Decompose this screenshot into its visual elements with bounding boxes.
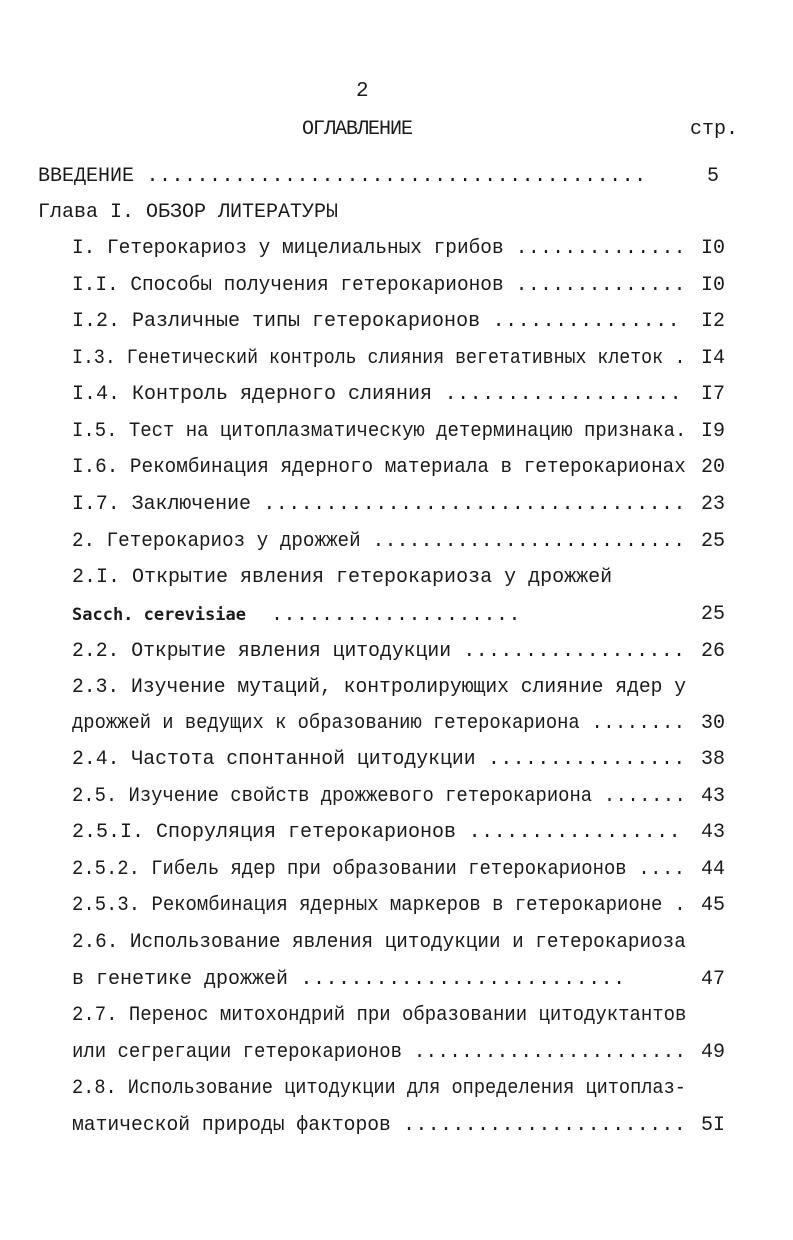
- toc-entry: [72, 894, 686, 918]
- toc-page-number: 45: [700, 894, 725, 917]
- toc-entry-title: I.I. Способы получения гетерокарионов: [72, 274, 504, 297]
- toc-entry: [72, 603, 521, 628]
- toc-entry: [72, 785, 686, 809]
- toc-entry-title: 2. Гетерокариоз у дрожжей: [72, 530, 361, 553]
- toc-entry: [72, 968, 626, 992]
- toc-entry: [72, 712, 685, 736]
- toc-entry-title: 2.2. Открытие явления цитодукции: [72, 640, 452, 663]
- toc-entry: [72, 821, 681, 845]
- toc-entry-title: 2.3. Изучение мутаций, контролирующих слияние ядер у: [72, 676, 687, 699]
- toc-entry: [72, 566, 612, 590]
- toc-entry-title: 2.6. Использование явления цитодукции и гетерокариоза: [72, 931, 686, 954]
- toc-entry-title: 2.4. Частота спонтанной цитодукции: [72, 748, 476, 771]
- toc-entry-title: дрожжей и ведущих к образованию гетерокариона: [72, 712, 580, 735]
- toc-entry-title: 2.5.2. Гибель ядер при образовании гетерокарионов: [72, 858, 627, 881]
- toc-leader-dots: ....: [626, 858, 686, 881]
- toc-leader-dots: ..................: [451, 640, 686, 663]
- toc-leader-dots: ..............: [503, 274, 686, 297]
- toc-page-number: 38: [700, 748, 725, 771]
- toc-leader-dots: .......................: [401, 1041, 687, 1064]
- toc-entry: [72, 858, 686, 882]
- toc-entry: [38, 165, 647, 189]
- toc-leader-dots: .: [662, 894, 687, 917]
- toc-entry: [72, 1077, 686, 1101]
- toc-leader-dots: ...............: [480, 310, 681, 333]
- toc-entry: [72, 931, 686, 955]
- toc-leader-dots: ........................................: [134, 165, 647, 188]
- toc-entry-title: Глава I. ОБЗОР ЛИТЕРАТУРЫ: [38, 201, 339, 224]
- toc-entry: [72, 1004, 686, 1028]
- toc-leader-dots: ...................: [432, 383, 683, 406]
- toc-entry: [72, 493, 686, 517]
- toc-page-number: 26: [700, 640, 725, 663]
- toc-page-number: 20: [700, 456, 725, 479]
- toc-entry: [72, 1041, 686, 1065]
- toc-entry-title: или сегрегации гетерокарионов: [72, 1041, 402, 1064]
- toc-entry-title: I.2. Различные типы гетерокарионов: [72, 310, 481, 333]
- toc-entry: [72, 640, 686, 664]
- toc-page-number: 25: [700, 530, 725, 553]
- toc-page-number: I7: [700, 383, 725, 406]
- toc-page-number: 44: [700, 858, 725, 881]
- toc-entry: [72, 530, 685, 554]
- toc-entry: [72, 1114, 686, 1138]
- toc-page-number: 47: [700, 968, 725, 991]
- toc-entry: [72, 274, 686, 298]
- toc-page-number: 25: [700, 603, 725, 626]
- toc-entry-title: I.5. Тест на цитоплазматическую детерминацию признака.: [72, 420, 687, 443]
- toc-entry-title: 2.8. Использование цитодукции для определения цитоплаз-: [72, 1077, 686, 1100]
- toc-entry: [72, 676, 686, 700]
- toc-leader-dots: .................: [456, 821, 682, 844]
- toc-entry-title: I. Гетерокариоз у мицелиальных грибов: [72, 237, 504, 260]
- toc-entry-title: 2.5.I. Споруляция гетерокарионов: [72, 821, 457, 844]
- toc-page-number: 5I: [700, 1114, 725, 1137]
- toc-page-number: I4: [700, 347, 725, 370]
- toc-entry: [72, 310, 680, 334]
- toc-leader-dots: ..........................: [360, 530, 686, 553]
- toc-page-number: 49: [700, 1041, 725, 1064]
- toc-entry: [72, 347, 686, 371]
- toc-entry-title: ВВЕДЕНИЕ: [38, 165, 135, 188]
- toc-page-number: 43: [700, 785, 725, 808]
- toc-entry: [72, 748, 686, 772]
- toc-page-number: I2: [700, 310, 725, 333]
- toc-entry-title: I.6. Рекомбинация ядерного материала в гетерокарионах: [72, 456, 686, 479]
- toc-entry-title: I.7. Заключение: [72, 493, 251, 516]
- toc-entry-title: I.3. Генетический контроль слияния вегетативных клеток: [72, 347, 664, 370]
- toc-page-number: I0: [700, 274, 725, 297]
- toc-leader-dots: ..........................: [288, 968, 626, 991]
- toc-leader-dots: .......................: [390, 1114, 687, 1137]
- toc-entry: [72, 383, 682, 407]
- toc-page-number: 30: [700, 712, 725, 735]
- toc-entry: [72, 237, 686, 261]
- toc-entry-title: 2.5.3. Рекомбинация ядерных маркеров в гетерокарионе: [72, 894, 663, 917]
- toc-page-number: I0: [700, 237, 725, 260]
- toc-leader-dots: .......: [592, 785, 687, 808]
- page-column-label: стр.: [690, 118, 739, 141]
- toc-leader-dots: ..............: [503, 237, 686, 260]
- toc-leader-dots: ........: [579, 712, 686, 735]
- toc-entry-title: 2.5. Изучение свойств дрожжевого гетерокариона: [72, 785, 593, 808]
- toc-entry-title: Sacch. cerevisiae: [72, 605, 246, 625]
- toc-entry-title: в генетике дрожжей: [72, 968, 289, 991]
- toc-leader-dots: .: [663, 347, 686, 370]
- toc-entry: [72, 456, 686, 480]
- toc-leader-dots: ................: [475, 748, 686, 771]
- toc-heading: ОГЛАВЛЕНИЕ: [302, 118, 413, 141]
- toc-entry: [38, 201, 338, 225]
- toc-leader-dots: ..................................: [250, 493, 686, 516]
- page-number: 2: [356, 80, 369, 103]
- toc-entry-title: 2.I. Открытие явления гетерокариоза у дрожжей: [72, 566, 613, 589]
- toc-entry-title: I.4. Контроль ядерного слияния: [72, 383, 433, 406]
- toc-entry: [72, 420, 686, 444]
- toc-page-number: 43: [700, 821, 725, 844]
- toc-leader-dots: ....................: [246, 604, 522, 627]
- toc-page-number: 23: [700, 493, 725, 516]
- toc-entry-title: 2.7. Перенос митохондрий при образовании цитодуктантов: [72, 1004, 687, 1027]
- toc-page-number: 5: [706, 165, 719, 188]
- toc-page-number: I9: [700, 420, 725, 443]
- toc-entry-title: матической природы факторов: [72, 1114, 391, 1137]
